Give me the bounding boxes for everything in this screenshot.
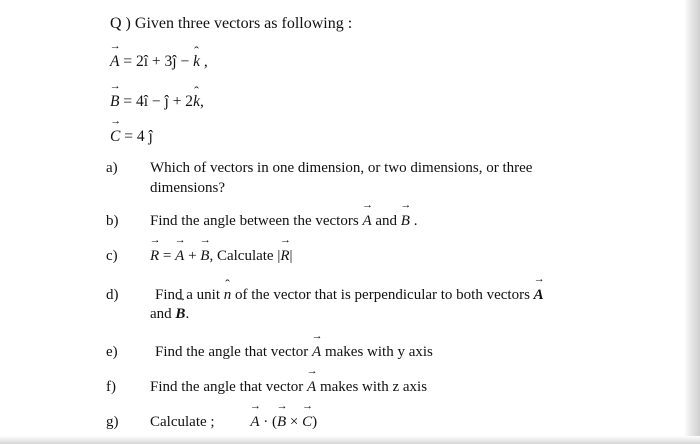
item-e-text-pre: Find the angle that vector xyxy=(155,344,313,360)
item-b-label: b) xyxy=(106,213,119,229)
item-d-and: and xyxy=(150,306,176,322)
item-c-label: c) xyxy=(106,248,118,264)
vector-a-symbol: → A xyxy=(534,285,544,305)
item-e-text xyxy=(155,342,595,362)
vector-b-equation xyxy=(110,92,204,112)
vector-a-symbol: → A xyxy=(175,246,184,266)
vector-a-tail: , xyxy=(199,53,208,70)
page-edge-shadow xyxy=(684,0,700,444)
vector-b-tail: , xyxy=(199,93,204,110)
vector-a-symbol: → A xyxy=(250,412,259,432)
item-g-text xyxy=(150,412,590,432)
item-f-text-post: makes with z axis xyxy=(316,379,428,395)
abs-bar: | xyxy=(289,248,293,264)
vector-a-symbol: → A xyxy=(362,211,371,231)
item-b-text xyxy=(150,211,590,231)
page-bottom-shadow xyxy=(0,436,700,444)
item-d-text-mid: of the vector that is perpendicular to both vectors xyxy=(231,287,534,303)
vector-a-rhs: = 2î + 3ĵ − xyxy=(119,53,194,70)
vector-b-symbol: → B xyxy=(110,92,119,112)
item-c-text xyxy=(150,246,590,266)
vector-b-symbol: → B xyxy=(277,412,286,432)
item-b-and: and xyxy=(371,213,401,229)
vector-r-symbol: → R xyxy=(280,246,289,266)
item-d-label: d) xyxy=(106,287,119,303)
vector-a-equation xyxy=(110,52,208,72)
item-e-text-post: makes with y axis xyxy=(321,344,433,360)
vector-a-symbol: → A xyxy=(110,52,119,72)
item-a-label: a) xyxy=(106,160,118,176)
vector-c-equation xyxy=(110,127,153,147)
vector-b-symbol: → B xyxy=(175,304,185,324)
vector-b-symbol: → B xyxy=(401,211,410,231)
vector-a-symbol: → A xyxy=(307,377,316,397)
dot-operator: · ( xyxy=(259,414,277,430)
item-e-label: e) xyxy=(106,344,118,360)
plus-sign: + xyxy=(184,248,201,264)
item-b-text-pre: Find the angle between the vectors xyxy=(150,213,363,229)
question-title: Q ) Given three vectors as following : xyxy=(110,15,353,32)
k-hat-symbol: ˆ k xyxy=(193,92,200,112)
item-f-label: f) xyxy=(106,379,116,395)
item-g-calculate: Calculate ; xyxy=(150,414,215,430)
item-f-text xyxy=(150,377,590,397)
item-d-end: . xyxy=(185,306,190,322)
vector-c-symbol: → C xyxy=(110,127,120,147)
vector-a-symbol: → A xyxy=(312,342,321,362)
item-f-text-pre: Find the angle that vector xyxy=(150,379,308,395)
vector-b-rhs: = 4î − ĵ + 2 xyxy=(119,93,194,110)
vector-b-symbol: → B xyxy=(200,246,209,266)
n-hat-symbol: ˆ n xyxy=(224,285,232,305)
item-d-text-pre: Find a unit xyxy=(155,287,224,303)
item-d-text xyxy=(155,285,615,305)
vector-c-symbol: → C xyxy=(302,412,312,432)
close-paren: ) xyxy=(312,414,318,430)
item-g-label: g) xyxy=(106,414,119,430)
vector-r-symbol: → R xyxy=(150,246,159,266)
cross-operator: × xyxy=(286,414,303,430)
equals-sign: = xyxy=(159,248,176,264)
item-c-calculate: , Calculate | xyxy=(209,248,281,264)
item-b-end: . xyxy=(409,213,418,229)
item-d-text-line2 xyxy=(150,304,590,324)
k-hat-symbol: ˆ k xyxy=(193,52,200,72)
vector-c-rhs: = 4 ĵ xyxy=(120,128,153,145)
item-a-text: Which of vectors in one dimension, or two dimensions, or three dimensions? xyxy=(150,160,533,196)
